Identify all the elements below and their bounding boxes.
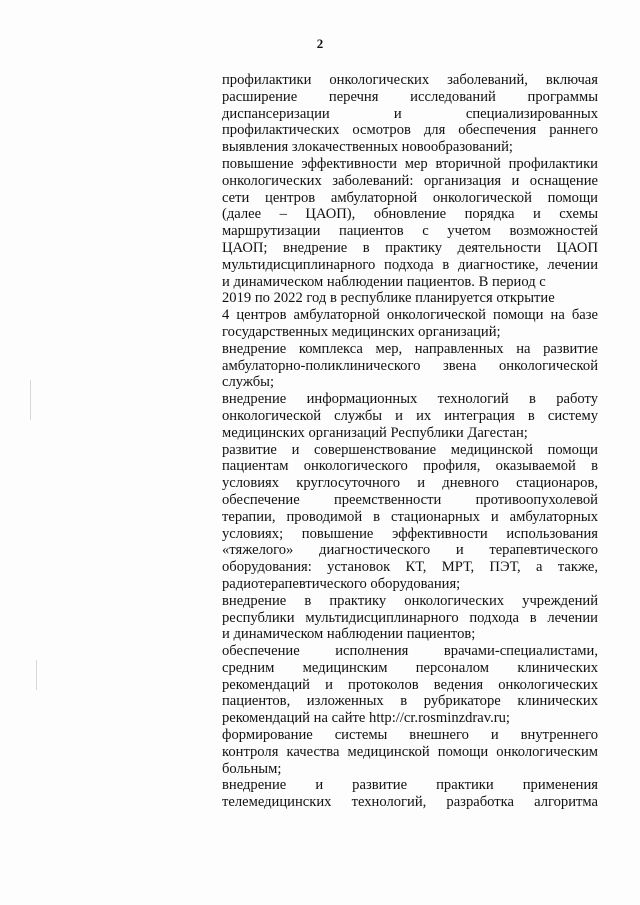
scan-artifact [30,380,31,420]
text-line: пациентов, изложенных в рубрикаторе клинических [222,693,598,710]
text-line: 4 центров амбулаторной онкологической помощи на базе [222,307,598,324]
document-body [222,72,598,811]
paragraph [222,442,598,593]
text-line: обеспечение преемственности противоопухолевой [222,491,598,508]
text-line: и динамическом наблюдении пациентов. В период с [222,273,546,290]
text-line: развитие и совершенствование медицинской помощи [222,441,598,458]
text-line: онкологических заболеваний: организация и оснащение [222,172,598,189]
text-line: сети центров амбулаторной онкологической помощи [222,189,598,206]
text-line: диспансеризации и специализированных [222,105,598,122]
text-line: больным; [222,760,282,777]
paragraph [222,72,598,156]
paragraph [222,727,598,777]
text-line: профилактических осмотров для обеспечения раннего [222,122,598,139]
text-line: онкологической службы и их интеграция в систему [222,407,598,424]
text-line: внедрение информационных технологий в работу [222,391,598,408]
text-line: республики мультидисциплинарного подхода в лечении [222,609,598,626]
text-line: профилактики онкологических заболеваний, включая [222,72,598,88]
text-line: медицинских организаций Республики Дагестан; [222,424,528,441]
text-line: повышение эффективности мер вторичной профилактики [222,155,598,172]
page-number: 2 [316,36,324,51]
text-line: обеспечение исполнения врачами-специалистами, [222,643,598,660]
text-line: терапии, проводимой в стационарных и амбулаторных [222,508,598,525]
text-line: телемедицинских технологий, разработка алгоритма [222,794,598,811]
text-line: службы; [222,374,275,391]
text-line: мультидисциплинарного подхода в диагностике, лечении [222,256,598,273]
text-line: внедрение в практику онкологических учреждений [222,592,598,609]
text-line: выявления злокачественных новообразований; [222,139,513,156]
text-line: рекомендаций на сайте http://cr.rosminzdrav.ru; [222,710,510,727]
paragraph [222,156,598,341]
text-line: маршрутизации пациентов с учетом возможностей [222,223,598,240]
text-line: расширение перечня исследований программы [222,88,598,105]
text-line: формирование системы внешнего и внутреннего [222,727,598,744]
text-line: условиях; повышение эффективности использования [222,525,598,542]
text-line: внедрение комплекса мер, направленных на развитие [222,340,598,357]
text-line: условиях круглосуточного и дневного стационаров, [222,475,598,492]
paragraph [222,391,598,441]
scan-artifact [36,660,37,690]
text-line: (далее – ЦАОП), обновление порядка и схемы [222,206,598,223]
paragraph [222,777,598,811]
text-line: радиотерапевтического оборудования; [222,575,461,592]
text-line: средним медицинским персоналом клинических [222,659,598,676]
text-line: 2019 по 2022 год в республике планируется открытие [222,290,555,307]
text-line: оборудования: установок КТ, МРТ, ПЭТ, а также, [222,559,598,576]
text-line: пациентам онкологического профиля, оказываемой в [222,458,598,475]
paragraph [222,341,598,391]
text-line: ЦАОП; внедрение в практику деятельности ЦАОП [222,239,598,256]
text-line: амбулаторно-поликлинического звена онкологической [222,357,598,374]
text-line: внедрение и развитие практики применения [222,777,598,794]
text-line: контроля качества медицинской помощи онкологическим [222,743,598,760]
text-line: рекомендаций и протоколов ведения онкологических [222,676,598,693]
paragraph [222,643,598,727]
text-line: и динамическом наблюдении пациентов; [222,626,476,643]
text-line: «тяжелого» диагностического и терапевтического [222,542,598,559]
paragraph [222,593,598,643]
text-line: государственных медицинских организаций; [222,323,501,340]
